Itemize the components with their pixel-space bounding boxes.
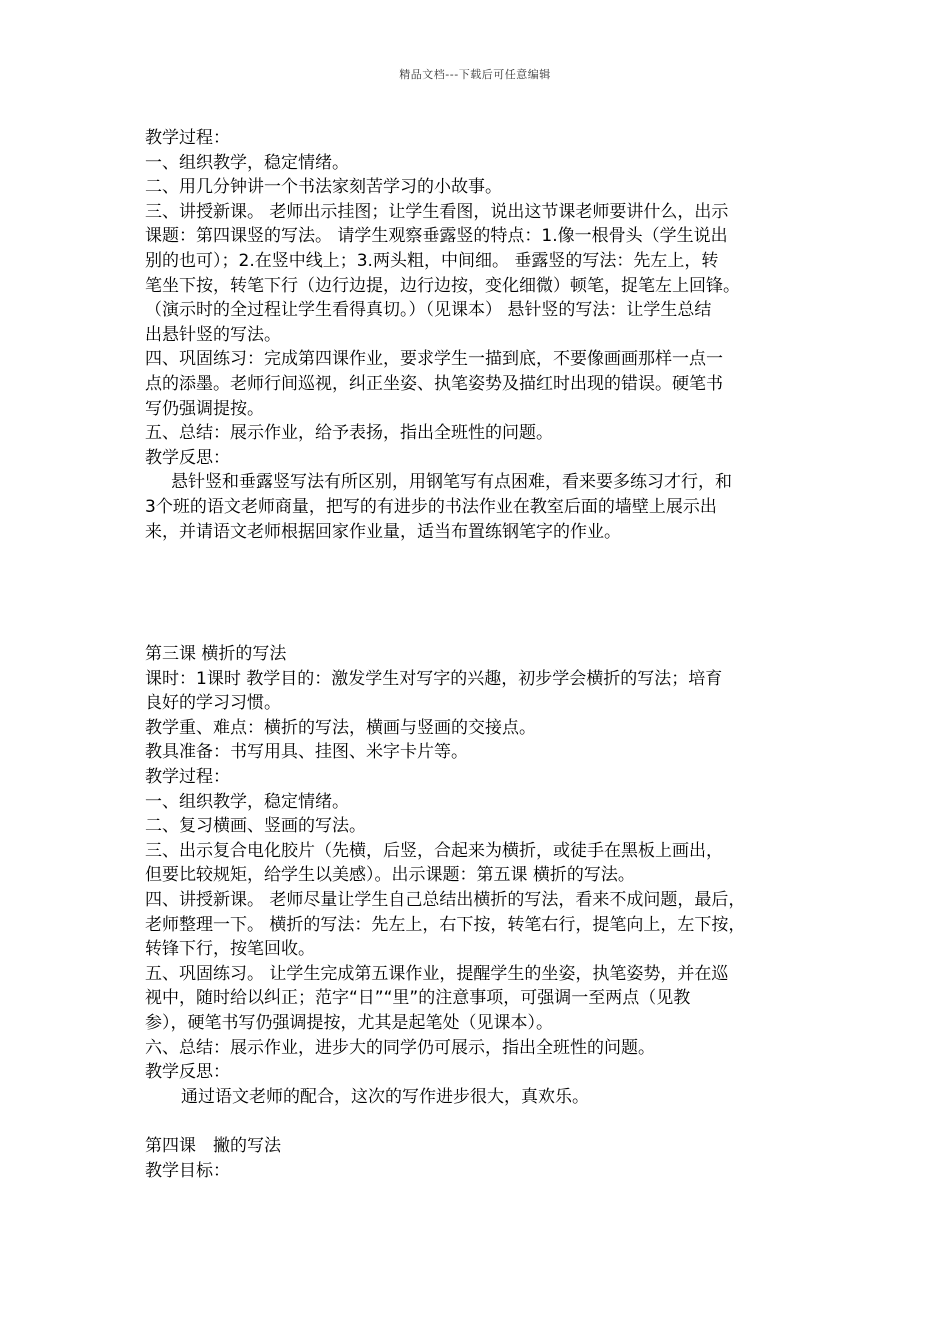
text-line: 教学过程： <box>145 128 230 148</box>
text-line: 良好的学习习惯。 <box>145 693 281 714</box>
reflection-1 <box>145 470 825 544</box>
text-line: 五、总结：展示作业，给予表扬，指出全班性的问题。 <box>145 423 553 444</box>
text-line: 课题：第四课竖的写法。 请学生观察垂露竖的特点：1.像一根骨头（学生说出 <box>145 226 728 247</box>
text-line: 二、用几分钟讲一个书法家刻苦学习的小故事。 <box>145 177 502 198</box>
text-line: 教学重、难点：横折的写法，横画与竖画的交接点。 <box>145 717 536 738</box>
text-line: 别的也可）；2.在竖中线上；3.两头粗，中间细。 垂露竖的写法：先左上，转 <box>145 250 719 271</box>
text-line: 课时：1课时 教学目的：激发学生对写字的兴趣，初步学会横折的写法；培育 <box>145 668 723 689</box>
text-line: 五、巩固练习。 让学生完成第五课作业，提醒学生的坐姿，执笔姿势，并在巡 <box>145 963 729 984</box>
text-line: 但要比较规矩，给学生以美感）。出示课题：第五课 横折的写法。 <box>145 865 635 886</box>
text-line: 视中，随时给以纠正；范字“日”“里”的注意事项，可强调一至两点（见教 <box>145 988 691 1009</box>
text-line: 三、出示复合电化胶片（先横，后竖，合起来为横折，或徒手在黑板上画出， <box>145 840 723 861</box>
text-line: 悬针竖和垂露竖写法有所区别，用钢笔写有点困难，看来要多练习才行，和 <box>171 472 732 493</box>
text-line: 教学反思： <box>145 447 230 468</box>
text-line: 二、复习横画、竖画的写法。 <box>145 816 366 837</box>
section-1-process <box>145 126 825 470</box>
text-line: 四、巩固练习：完成第四课作业，要求学生一描到底，不要像画画那样一点一 <box>145 349 723 370</box>
reflection-2: 通过语文老师的配合，这次的写作进步很大，真欢乐。 <box>181 1086 589 1107</box>
lesson-title: 第四课 撇的写法 <box>145 1135 281 1156</box>
text-line: 转锋下行，按笔回收。 <box>145 939 315 960</box>
text-line: 一、组织教学，稳定情绪。 <box>145 152 349 173</box>
section-3-lesson <box>145 1134 825 1183</box>
text-line: （演示时的全过程让学生看得真切。）（见课本） 悬针竖的写法：让学生总结 <box>145 300 712 321</box>
text-line: 教学过程： <box>145 767 230 788</box>
text-line: 教具准备：书写用具、挂图、米字卡片等。 <box>145 742 468 763</box>
text-line: 三、讲授新课。 老师出示挂图；让学生看图，说出这节课老师要讲什么，出示 <box>145 201 729 222</box>
text-line: 教学目标： <box>145 1160 230 1181</box>
text-line: 参），硬笔书写仍强调提按，尤其是起笔处（见课本）。 <box>145 1013 553 1033</box>
text-line: 3个班的语文老师商量，把写的有进步的书法作业在教室后面的墙壁上展示出 <box>145 496 717 517</box>
text-line: 写仍强调提按。 <box>145 398 264 419</box>
text-line: 老师整理一下。 横折的写法：先左上，右下按，转笔右行，提笔向上，左下按， <box>145 914 746 935</box>
text-line: 四、讲授新课。 老师尽量让学生自己总结出横折的写法，看来不成问题，最后， <box>145 890 746 911</box>
text-line: 笔坐下按，转笔下行（边行边提，边行边按，变化细微）顿笔，捉笔左上回锋。 <box>145 275 740 296</box>
text-line: 出悬针竖的写法。 <box>145 324 281 345</box>
lesson-title: 第三课 横折的写法 <box>145 644 287 665</box>
text-line: 教学反思： <box>145 1062 230 1083</box>
text-line: 一、组织教学，稳定情绪。 <box>145 791 349 812</box>
section-2-lesson <box>145 642 825 1085</box>
document-body <box>145 126 825 1183</box>
page-header: 精品文档---下载后可任意编辑 <box>399 68 551 81</box>
text-line: 六、总结：展示作业，进步大的同学仍可展示，指出全班性的问题。 <box>145 1037 655 1058</box>
text-line: 点的添墨。老师行间巡视，纠正坐姿、执笔姿势及描红时出现的错误。硬笔书 <box>145 373 723 394</box>
text-line: 来，并请语文老师根据回家作业量，适当布置练钢笔字的作业。 <box>145 521 621 542</box>
